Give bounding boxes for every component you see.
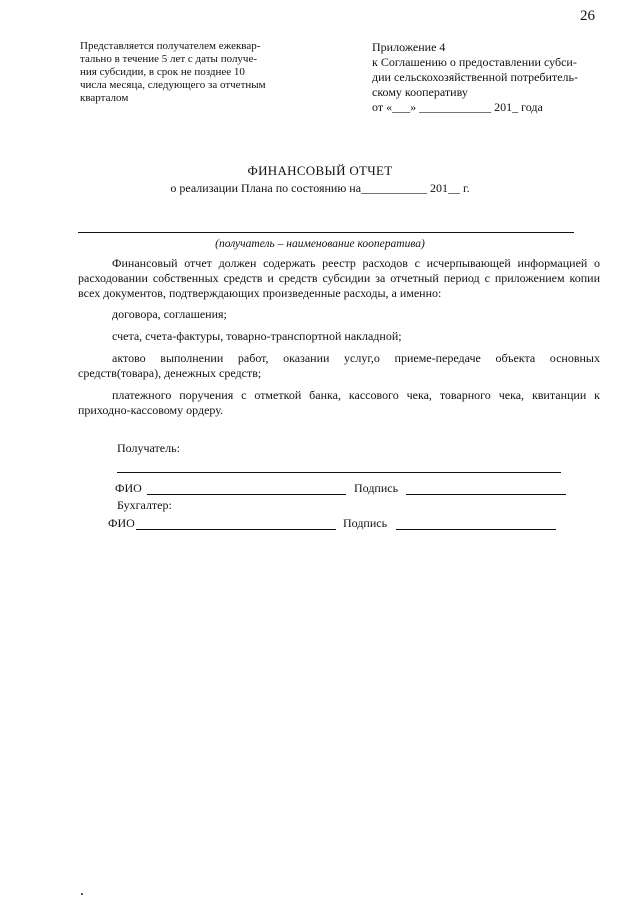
document-title: ФИНАНСОВЫЙ ОТЧЕТ: [247, 163, 393, 178]
accountant-signature-label: Подпись: [343, 516, 388, 530]
appendix-line: Приложение 4: [372, 40, 446, 54]
recipient-label: Получатель:: [117, 441, 180, 455]
submission-note-line: кварталом: [80, 92, 129, 104]
list-item: платежного поручения с отметкой банка, кассового чека, товарного чека, квитанции к приходно-кассовому ордеру.: [78, 388, 600, 417]
body-intro: Финансовый отчет должен содержать реестр расходов с исчерпывающей информацией о расходовании собственных средств и средств субсидии за отчетный период с приложением копии всех документов, подтверждающих произведенные расходы, а именно:: [78, 256, 600, 300]
list-item: актово выполнении работ, оказании услуг,о приеме-передаче объекта основных средств(товара), денежных средств;: [78, 351, 600, 380]
signature-label: Подпись: [354, 481, 399, 495]
accountant-fio-label: ФИО: [108, 516, 135, 530]
signature-field-line: [406, 494, 566, 495]
submission-note-line: Представляется получателем ежеквар-: [80, 40, 261, 52]
recipient-name-field-line: [117, 472, 561, 473]
accountant-label: Бухгалтер:: [117, 498, 172, 512]
accountant-signature-field-line: [396, 529, 556, 530]
submission-note-line: ния субсидии, в срок не позднее 10: [80, 66, 245, 78]
appendix-line: к Соглашению о предоставлении субси-: [372, 55, 577, 69]
list-item: счета, счета-фактуры, товарно-транспортной накладной;: [112, 329, 402, 343]
appendix-line: скому кооперативу: [372, 85, 468, 99]
scan-speck: [81, 893, 83, 895]
document-subtitle: о реализации Плана по состоянию на___________ 201__ г.: [170, 181, 470, 195]
accountant-fio-field-line: [136, 529, 336, 530]
fio-field-line: [147, 494, 346, 495]
appendix-line: дии сельскохозяйственной потребитель-: [372, 70, 578, 84]
page-number: 26: [580, 8, 595, 24]
submission-note-line: тально в течение 5 лет с даты получе-: [80, 53, 258, 65]
list-item: договора, соглашения;: [112, 307, 227, 321]
recipient-caption: (получатель – наименование кооператива): [215, 238, 425, 250]
submission-note-line: числа месяца, следующего за отчетным: [80, 79, 266, 91]
appendix-line: от «___» ____________ 201_ года: [372, 100, 543, 114]
fio-label: ФИО: [115, 481, 142, 495]
